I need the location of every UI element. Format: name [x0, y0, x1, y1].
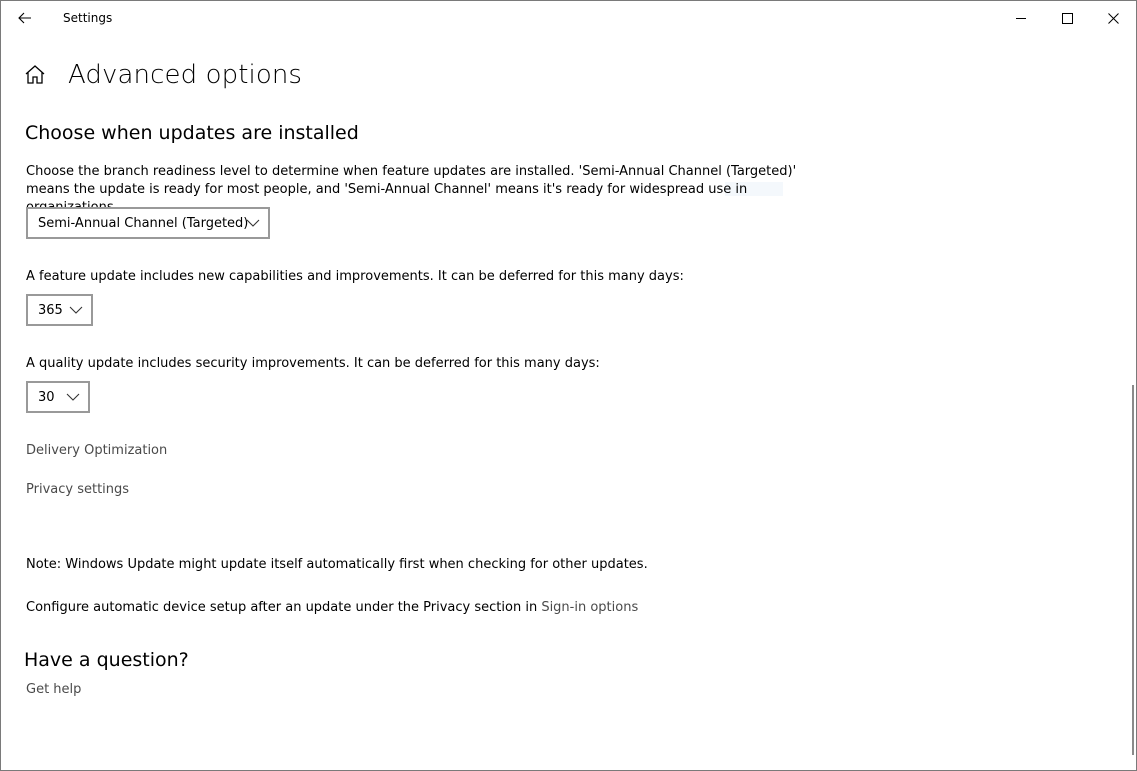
home-icon[interactable] — [23, 63, 47, 87]
update-note: Note: Windows Update might update itself automatically first when checking for other updates. — [26, 557, 648, 572]
page-header — [23, 59, 302, 91]
configure-setup-text — [26, 600, 638, 615]
minimize-icon — [1016, 13, 1027, 24]
back-button[interactable] — [11, 6, 39, 30]
close-icon — [1108, 13, 1119, 24]
feature-update-label: A feature update includes new capabilities and improvements. It can be deferred for this many days: — [26, 269, 684, 284]
sign-in-options-link[interactable]: Sign-in options — [541, 600, 639, 615]
delivery-optimization-link[interactable]: Delivery Optimization — [26, 443, 168, 458]
maximize-icon — [1062, 13, 1073, 24]
configure-text: Configure automatic device setup after an update under the Privacy section in — [26, 600, 542, 615]
vertical-scrollbar[interactable] — [1132, 385, 1134, 755]
window-title: Settings — [63, 11, 113, 25]
close-button[interactable] — [1090, 1, 1136, 35]
quality-update-label: A quality update includes security improvements. It can be deferred for this many days: — [26, 356, 600, 371]
question-heading: Have a question? — [24, 649, 189, 671]
section-title: Choose when updates are installed — [25, 122, 359, 144]
get-help-link[interactable]: Get help — [26, 682, 82, 697]
maximize-button[interactable] — [1044, 1, 1090, 35]
minimize-button[interactable] — [998, 1, 1044, 35]
back-arrow-icon — [18, 12, 32, 24]
branch-description: Choose the branch readiness level to determine when feature updates are installed. 'Semi-Annual Channel (Targeted)' means the update is ready for most people, and 'Semi-Annual Channel' means it's ready for widespread use in — [26, 164, 797, 197]
title-bar — [1, 1, 1136, 35]
feature-defer-dropdown[interactable] — [26, 294, 93, 326]
page-title: Advanced options — [68, 60, 303, 90]
feature-defer-value: 365 — [38, 302, 63, 318]
branch-readiness-dropdown[interactable] — [26, 207, 270, 239]
quality-defer-value: 30 — [38, 389, 55, 405]
chevron-down-icon — [69, 304, 83, 316]
chevron-down-icon — [66, 391, 80, 403]
privacy-settings-link[interactable]: Privacy settings — [26, 482, 130, 497]
quality-defer-dropdown[interactable] — [26, 381, 90, 413]
branch-readiness-value: Semi-Annual Channel (Targeted) — [38, 215, 249, 231]
chevron-down-icon — [246, 217, 260, 229]
